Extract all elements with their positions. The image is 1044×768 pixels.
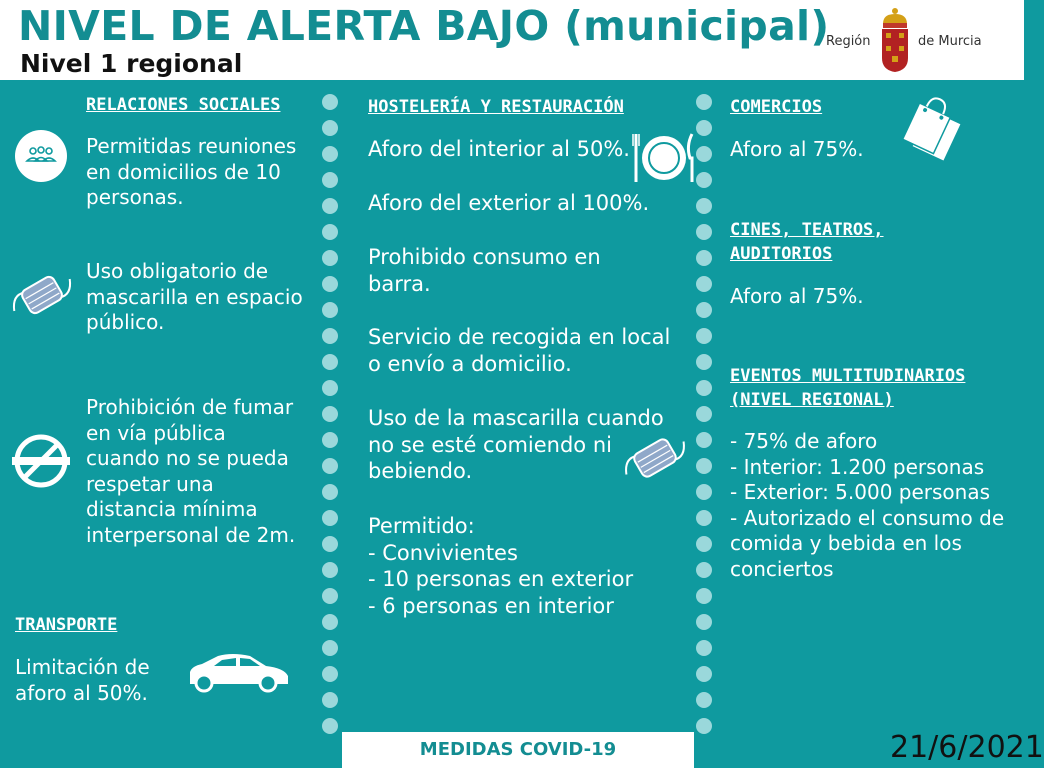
separator-dot [322, 614, 338, 630]
separator-left [322, 94, 344, 734]
separator-dot [696, 380, 712, 396]
logo-text-right: de Murcia [918, 34, 982, 49]
face-mask-icon [618, 428, 692, 488]
separator-dot [322, 536, 338, 552]
mascarilla-text: Uso obligatorio de mascarilla en espacio público. [86, 259, 303, 334]
separator-dot [322, 94, 338, 110]
separator-dot [322, 224, 338, 240]
plate-cutlery-icon [632, 130, 696, 186]
separator-dot [696, 302, 712, 318]
separator-dot [696, 458, 712, 474]
footer-banner [342, 732, 694, 768]
separator-dot [696, 640, 712, 656]
region-logo [824, 6, 994, 74]
separator-dot [696, 224, 712, 240]
separator-dot [696, 172, 712, 188]
no-smoking-icon [12, 432, 70, 490]
separator-dot [696, 406, 712, 422]
separator-dot [322, 172, 338, 188]
separator-dot [322, 484, 338, 500]
car-icon [188, 652, 290, 694]
separator-dot [322, 328, 338, 344]
comercios-title: COMERCIOS [730, 97, 823, 117]
separator-dot [696, 484, 712, 500]
hosteleria-line-5: Uso de la mascarilla cuando no se esté comiendo ni bebiendo. [368, 406, 664, 483]
fumar-text: Prohibición de fumar en vía pública cuando no se pueda respetar una distancia mínima interpersonal de 2m. [86, 395, 296, 547]
relaciones-text: Permitidas reuniones en domicilios de 10 personas. [86, 134, 297, 209]
separator-dot [696, 328, 712, 344]
separator-dot [322, 198, 338, 214]
separator-dot [696, 354, 712, 370]
page-subtitle: Nivel 1 regional [20, 49, 243, 78]
comercios-text: Aforo al 75%. [730, 137, 864, 161]
separator-dot [322, 302, 338, 318]
shopping-bag-icon [896, 94, 974, 164]
separator-dot [696, 562, 712, 578]
separator-dot [696, 588, 712, 604]
crest-icon [876, 6, 914, 74]
footer-label: MEDIDAS COVID-19 [419, 739, 617, 760]
hosteleria-permitido: Permitido: - Convivientes - 10 personas en exterior - 6 personas en interior [368, 514, 634, 618]
transporte-title: TRANSPORTE [15, 615, 118, 635]
eventos-text: - 75% de aforo - Interior: 1.200 personas - Exterior: 5.000 personas - Autorizado el consumo de comida y bebida en los conciertos [730, 429, 1005, 581]
date-label: 21/6/2021 [890, 730, 1044, 765]
logo-text-left: Región [826, 34, 871, 49]
separator-dot [696, 198, 712, 214]
separator-dot [696, 94, 712, 110]
header [0, 0, 1024, 80]
separator-dot [322, 640, 338, 656]
separator-dot [322, 432, 338, 448]
separator-dot [322, 146, 338, 162]
hosteleria-line-2: Aforo del exterior al 100%. [368, 191, 650, 215]
separator-dot [322, 692, 338, 708]
cines-text: Aforo al 75%. [730, 284, 864, 308]
separator-dot [322, 562, 338, 578]
separator-dot [696, 718, 712, 734]
separator-dot [696, 250, 712, 266]
people-icon [15, 130, 67, 182]
separator-dot [322, 250, 338, 266]
transporte-text: Limitación de aforo al 50%. [15, 655, 150, 705]
relaciones-title: RELACIONES SOCIALES [86, 95, 281, 115]
separator-dot [322, 510, 338, 526]
separator-dot [322, 276, 338, 292]
separator-dot [696, 614, 712, 630]
face-mask-icon [6, 266, 78, 324]
hosteleria-line-4: Servicio de recogida en local o envío a domicilio. [368, 325, 671, 376]
hosteleria-line-1: Aforo del interior al 50%. [368, 137, 630, 161]
separator-dot [322, 120, 338, 136]
separator-dot [696, 120, 712, 136]
separator-dot [322, 380, 338, 396]
separator-dot [322, 354, 338, 370]
page-title: NIVEL DE ALERTA BAJO (municipal) [18, 2, 830, 50]
separator-dot [696, 536, 712, 552]
separator-dot [696, 432, 712, 448]
cines-title: CINES, TEATROS, AUDITORIOS [730, 220, 884, 264]
separator-dot [322, 406, 338, 422]
separator-dot [696, 692, 712, 708]
separator-dot [696, 510, 712, 526]
hosteleria-title: HOSTELERÍA Y RESTAURACIÓN [368, 97, 624, 117]
separator-dot [322, 718, 338, 734]
separator-dot [696, 276, 712, 292]
hosteleria-line-3: Prohibido consumo en barra. [368, 245, 601, 296]
separator-dot [322, 588, 338, 604]
separator-dot [322, 458, 338, 474]
separator-dot [696, 666, 712, 682]
eventos-title: EVENTOS MULTITUDINARIOS (NIVEL REGIONAL) [730, 366, 966, 410]
separator-dot [322, 666, 338, 682]
separator-dot [696, 146, 712, 162]
separator-right [696, 94, 718, 734]
